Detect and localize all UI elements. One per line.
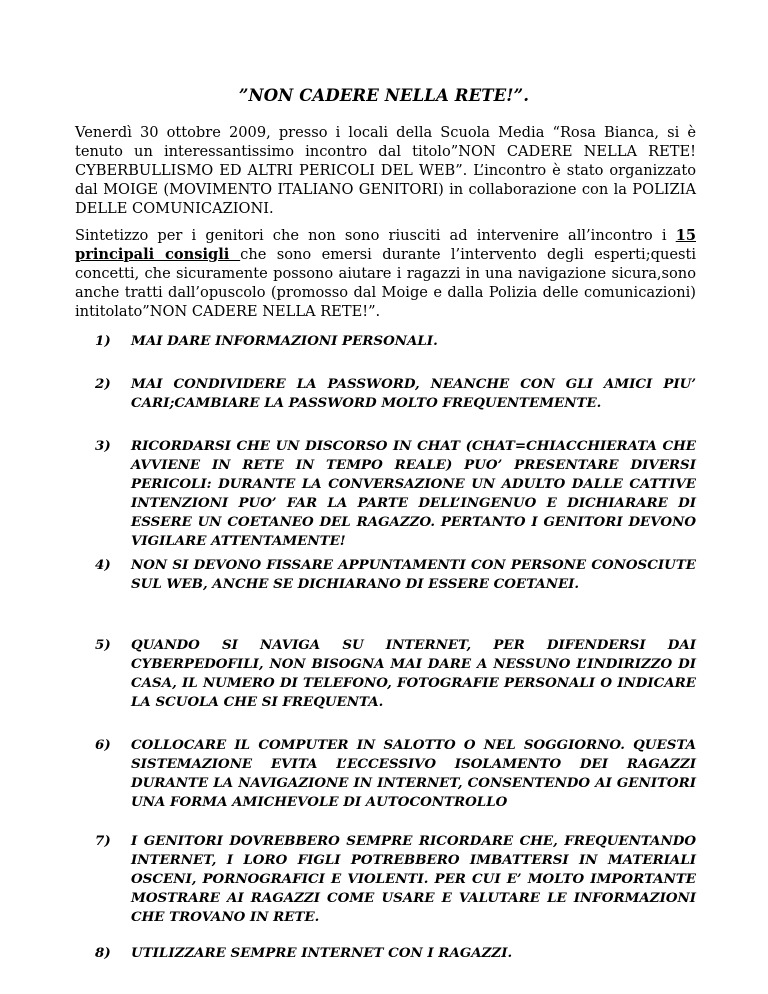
list-item-number: 1): [95, 333, 111, 349]
summary-text-after: che sono emersi durante l’intervento degli esperti;questi concetti, che sicuramente possono aiutare i ragazzi in una navigazione sicura,sono anche tratti dall’opuscolo (promosso dal Moige e dalla Polizia delle comunicazioni) intitolato”NON CADERE NELLA RETE!”.: [75, 246, 697, 320]
list-item: [95, 332, 696, 351]
summary-text-before: Sintetizzo per i genitori che non sono riusciti ad intervenire all’incontro i: [75, 227, 676, 244]
list-item-text: RICORDARSI CHE UN DISCORSO IN CHAT (CHAT=CHIACCHIERATA CHE AVVIENE IN RETE IN TEMPO REALE) PUO’ PRESENTARE DIVERSI PERICOLI: DURANTE LA CONVERSAZIONE UN ADULTO DALLE CATTIVE INTENZIONI PUO’ FAR LA PARTE DELL’INGENUO E DICHIARARE DI ESSERE UN COETANEO DEL RAGAZZO. PERTANTO I GENITORI DEVONO VIGILARE ATTENTAMENTE!: [131, 438, 696, 549]
list-item-text: UTILIZZARE SEMPRE INTERNET CON I RAGAZZI.: [131, 945, 513, 961]
list-item-number: 7): [95, 833, 111, 849]
document-title: ”NON CADERE NELLA RETE!”.: [238, 86, 530, 105]
list-item-text: NON SI DEVONO FISSARE APPUNTAMENTI CON PERSONE CONOSCIUTE SUL WEB, ANCHE SE DICHIARANO DI ESSERE COETANEI.: [131, 557, 696, 592]
list-item-number: 3): [95, 438, 111, 454]
list-item: [95, 636, 696, 712]
list-item-text: I GENITORI DOVREBBERO SEMPRE RICORDARE CHE, FREQUENTANDO INTERNET, I LORO FIGLI POTREBBERO IMBATTERSI IN MATERIALI OSCENI, PORNOGRAFICI E VIOLENTI. PER CUI E’ MOLTO IMPORTANTE MOSTRARE AI RAGAZZI COME USARE E VALUTARE LE INFORMAZIONI CHE TROVANO IN RETE.: [131, 833, 696, 925]
list-item: [95, 437, 696, 551]
list-item-number: 5): [95, 637, 111, 653]
list-item-number: 4): [95, 557, 111, 573]
list-item: [95, 944, 696, 963]
list-item-text: QUANDO SI NAVIGA SU INTERNET, PER DIFENDERSI DAI CYBERPEDOFILI, NON BISOGNA MAI DARE A NESSUNO L’INDIRIZZO DI CASA, IL NUMERO DI TELEFONO, FOTOGRAFIE PERSONALI O INDICARE LA SCUOLA CHE SI FREQUENTA.: [131, 637, 696, 710]
list-item: [95, 832, 696, 927]
list-item-text: COLLOCARE IL COMPUTER IN SALOTTO O NEL SOGGIORNO. QUESTA SISTEMAZIONE EVITA L’ECCESSIVO ISOLAMENTO DEI RAGAZZI DURANTE LA NAVIGAZIONE IN INTERNET, CONSENTENDO AI GENITORI UNA FORMA AMICHEVOLE DI AUTOCONTROLLO: [131, 737, 696, 810]
list-item: [95, 736, 696, 812]
summary-highlight: 15 principali consigli: [75, 227, 696, 263]
list-item-text: MAI DARE INFORMAZIONI PERSONALI.: [131, 333, 438, 349]
list-item: [95, 375, 696, 413]
intro-paragraph: Venerdì 30 ottobre 2009, presso i locali della Scuola Media “Rosa Bianca, si è tenuto un interessantissimo incontro dal titolo”NON CADERE NELLA RETE! CYBERBULLISMO ED ALTRI PERICOLI DEL WEB”. L’incontro è stato organizzato dal MOIGE (MOVIMENTO ITALIANO GENITORI) in collaborazione con la POLIZIA DELLE COMUNICAZIONI.: [75, 124, 696, 217]
list-item-text: MAI CONDIVIDERE LA PASSWORD, NEANCHE CON GLI AMICI PIU’ CARI;CAMBIARE LA PASSWORD MOLTO FREQUENTEMENTE.: [131, 376, 696, 411]
list-item: [95, 556, 696, 594]
summary-paragraph: [75, 226, 696, 321]
list-item-number: 2): [95, 376, 111, 392]
list-item-number: 6): [95, 737, 111, 753]
list-item-number: 8): [95, 945, 111, 961]
